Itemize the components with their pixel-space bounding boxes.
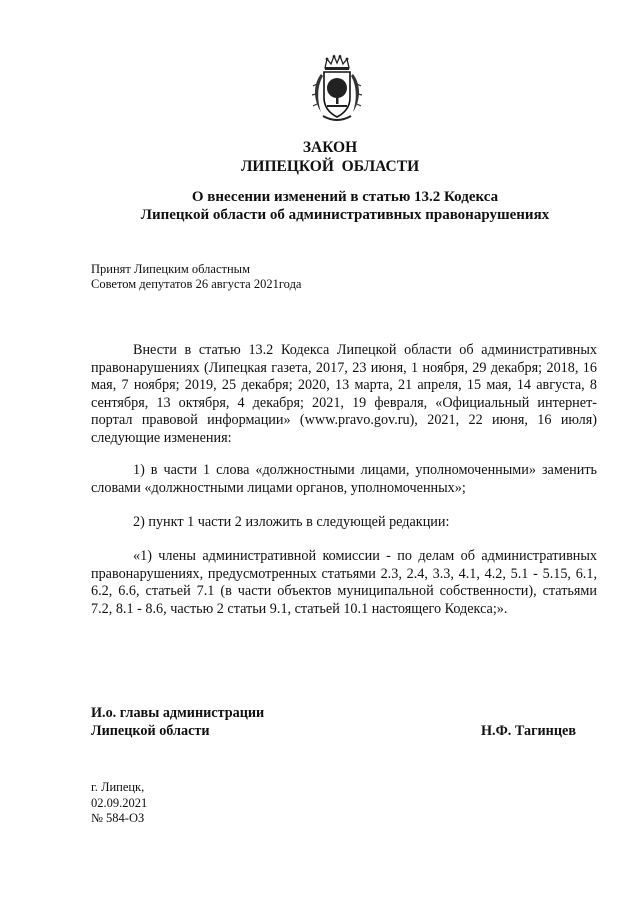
signatory-position: [91, 704, 264, 740]
law-subject-line-1: О внесении изменений в статью 13.2 Кодекса: [191, 189, 499, 205]
law-region: ЛИПЕЦКОЙ ОБЛАСТИ: [240, 158, 420, 175]
law-subject-line-2: Липецкой области об административных правонарушениях: [140, 207, 550, 223]
body-paragraph-4: «1) члены административной комиссии - по делам об административных правонарушениях, предусмотренных статьями 2.3, 2.4, 3.3, 4.1, 4.2, 5.1 - 5.15, 6.1, 6.2, 6.6, статьей 7.1 (в части объектов муниципальной собственности), статьями 7.2, 8.1 - 8.6, частью 2 статьи 9.1, статьей 10.1 настоящего Кодекса;».: [91, 548, 597, 617]
law-heading: ЗАКОН: [302, 139, 358, 156]
signatory-position-line-1: И.о. главы администрации: [91, 705, 265, 721]
signatory-name: Н.Ф. Тагинцев: [481, 723, 576, 739]
body-paragraph-2: 1) в части 1 слова «должностными лицами, уполномоченными» заменить словами «должностными лицами органов, уполномоченных»;: [91, 462, 597, 496]
adoption-line-1: Принят Липецким областным: [91, 262, 250, 276]
footer-number: № 584-ОЗ: [91, 811, 145, 825]
lipetsk-coat-of-arms-icon: [311, 54, 363, 124]
law-subject: [90, 188, 600, 224]
footer-city: г. Липецк,: [91, 780, 145, 794]
adoption-note: [91, 262, 301, 292]
document-footer: [91, 780, 147, 827]
signatory-position-line-2: Липецкой области: [91, 723, 210, 739]
body-paragraph-3: 2) пункт 1 части 2 изложить в следующей редакции:: [133, 514, 450, 530]
body-paragraph-1: Внести в статью 13.2 Кодекса Липецкой области об административных правонарушениях (Липецкая газета, 2017, 23 июня, 1 ноября, 29 декабря; 2018, 16 мая, 7 ноября; 2019, 25 декабря; 2020, 13 марта, 21 апреля, 15 мая, 14 августа, 8 сентября, 13 октября, 4 декабря; 2021, 19 февраля, «Официальный интернет-портал правовой информации» (www.pravo.gov.ru), 2021, 22 июня, 16 июля) следующие изменения:: [91, 342, 597, 446]
adoption-line-2: Советом депутатов 26 августа 2021года: [91, 277, 302, 291]
footer-date: 02.09.2021: [91, 795, 148, 810]
law-title: [90, 138, 570, 176]
